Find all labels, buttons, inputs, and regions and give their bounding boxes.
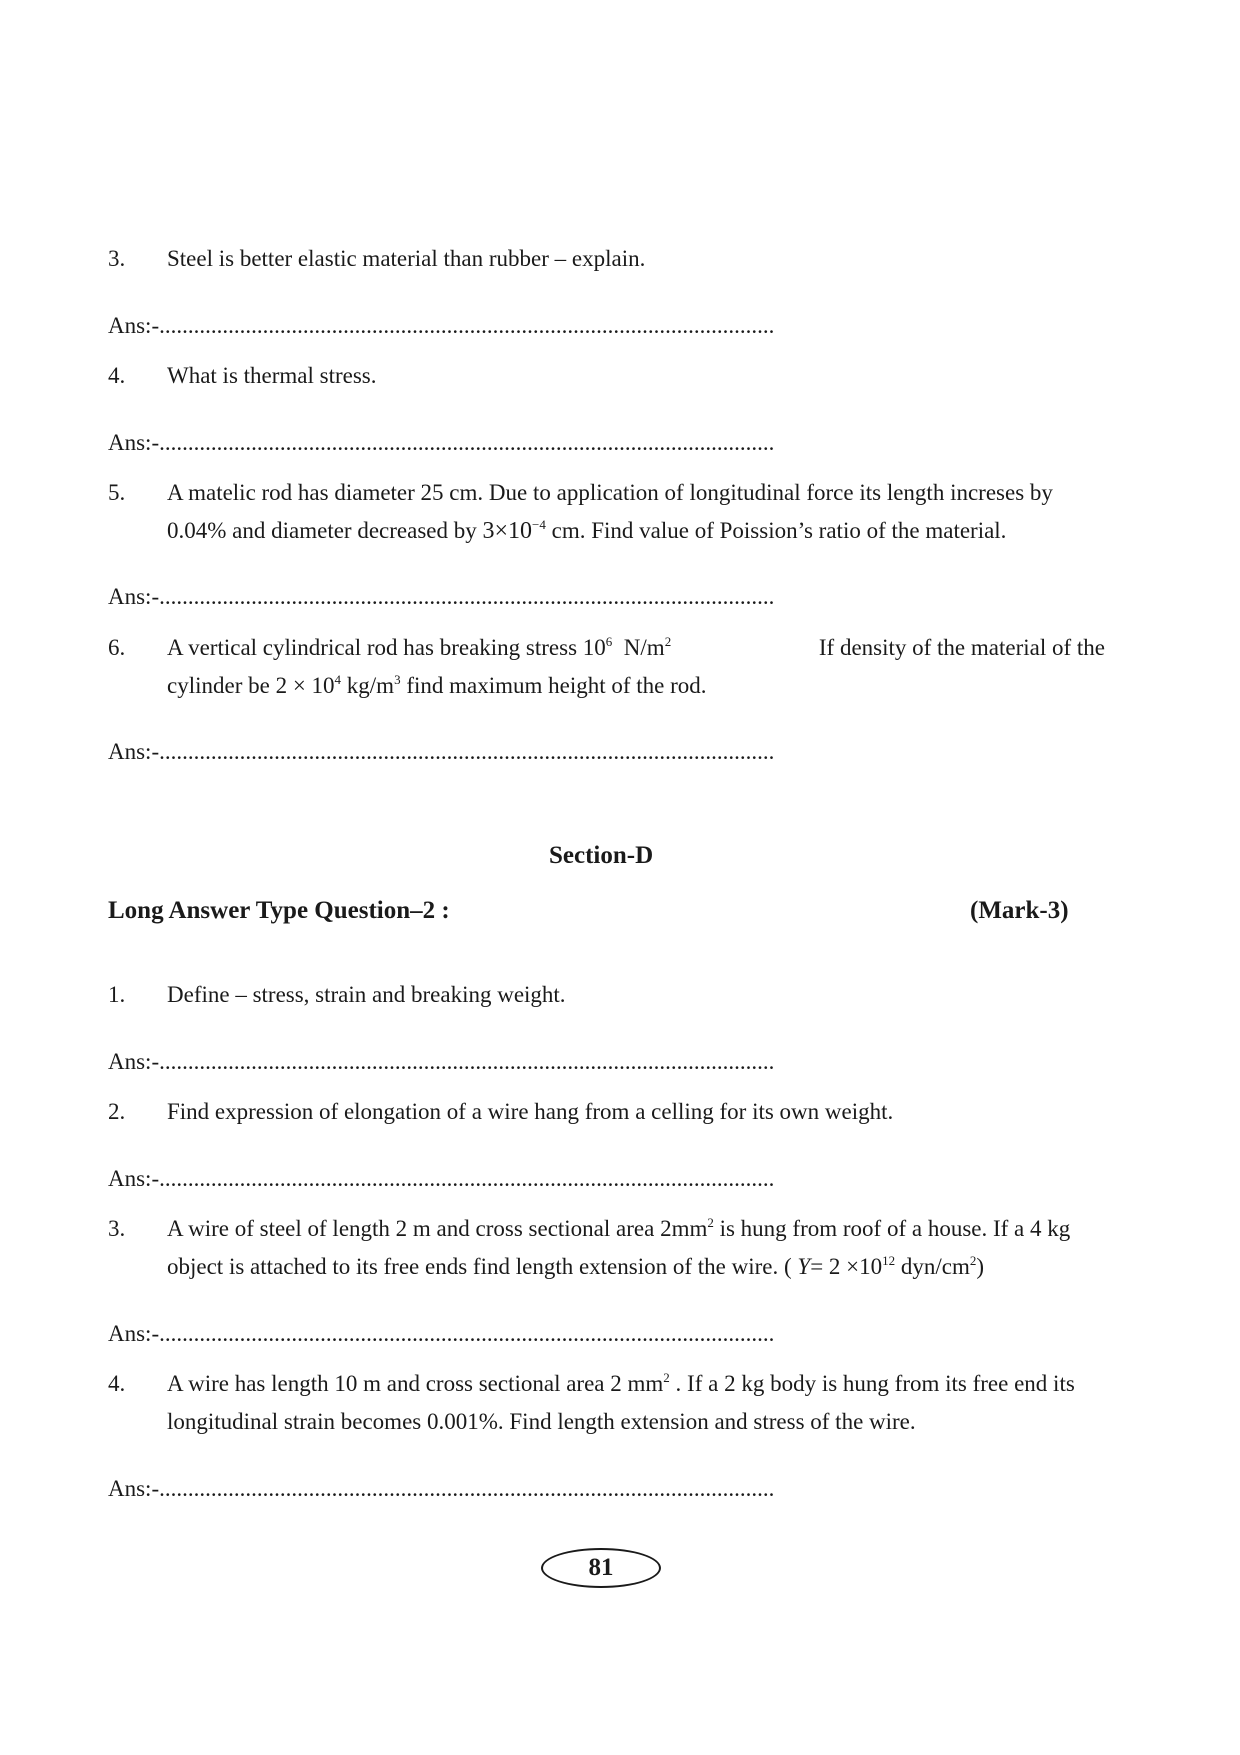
- page-number: 81: [541, 1548, 661, 1588]
- question-number: 5.: [108, 480, 126, 505]
- question-text-line1: A vertical cylindrical rod has breaking stress $10^6$ $N/m^2$ If density of the material of the: [167, 634, 1105, 660]
- question-text-line2: cylinder be $2 \times 10^4$ $kg/m^3$ find maximum height of the rod.: [167, 672, 707, 698]
- section-marks: (Mark-3): [970, 897, 1069, 924]
- answer-line: Ans:-...........................................................................................................: [108, 1166, 775, 1191]
- question-text: Define – stress, strain and breaking weight.: [167, 982, 566, 1007]
- question-text: Steel is better elastic material than rubber – explain.: [167, 246, 646, 271]
- answer-line: Ans:-...........................................................................................................: [108, 584, 775, 609]
- section-title: Section-D: [549, 842, 654, 869]
- answer-line: Ans:-...........................................................................................................: [108, 1476, 775, 1501]
- answer-line: Ans:-...........................................................................................................: [108, 430, 775, 455]
- question-number: 1.: [108, 982, 126, 1007]
- question-text-line2: object is attached to its free ends find length extension of the wire. ( $Y= 2 \times 10^{12}$ dyn/$cm^2$): [167, 1253, 985, 1279]
- question-text-line2: longitudinal strain becomes 0.001%. Find length extension and stress of the wire.: [167, 1409, 916, 1434]
- answer-line: Ans:-...........................................................................................................: [108, 739, 775, 764]
- answer-line: Ans:-...........................................................................................................: [108, 1049, 775, 1074]
- answer-line: Ans:-...........................................................................................................: [108, 313, 775, 338]
- question-number: 4.: [108, 363, 126, 388]
- question-number: 3.: [108, 1216, 126, 1241]
- question-number: 2.: [108, 1099, 126, 1124]
- question-number: 4.: [108, 1371, 126, 1396]
- question-number: 6.: [108, 635, 126, 660]
- question-text: What is thermal stress.: [167, 363, 377, 388]
- question-text-line2: 0.04% and diameter decreased by $3\times 10^{-4}$ cm. Find value of Poission’s ratio of the material.: [167, 517, 1007, 544]
- section-subtitle: Long Answer Type Question–2 :: [108, 897, 450, 924]
- question-text-line1: A matelic rod has diameter 25 cm. Due to application of longitudinal force its length increses by: [167, 480, 1053, 505]
- question-number: 3.: [108, 246, 126, 271]
- question-text-line1: A wire of steel of length 2 m and cross sectional area $2mm^2$ is hung from roof of a house. If a 4 kg: [167, 1215, 1071, 1241]
- answer-line: Ans:-...........................................................................................................: [108, 1321, 775, 1346]
- question-text: Find expression of elongation of a wire hang from a celling for its own weight.: [167, 1099, 894, 1124]
- question-text-line1: A wire has length 10 m and cross sectional area 2 $mm^2$ . If a 2 kg body is hung from its free end its: [167, 1370, 1075, 1396]
